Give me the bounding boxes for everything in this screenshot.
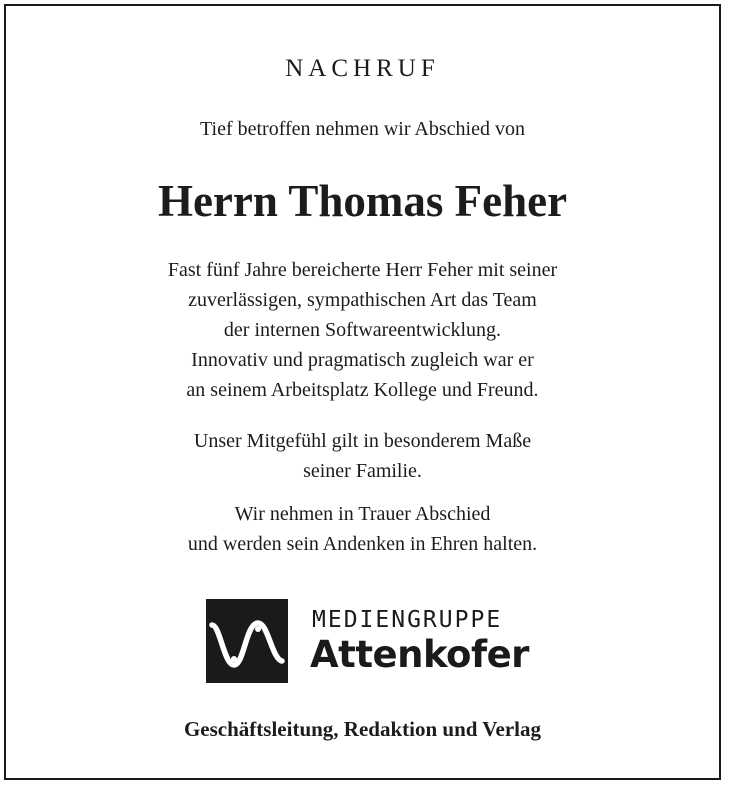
wave-icon [206,599,288,683]
tribute-line: Innovativ und pragmatisch zugleich war er [191,349,534,371]
logo-line1: MEDIENGRUPPE [312,607,503,633]
tribute-line: zuverlässigen, sympathischen Art das Team [188,289,537,311]
signature-line: Geschäftsleitung, Redaktion und Verlag [183,717,542,741]
obituary-notice [4,4,721,780]
deceased-name: Herrn Thomas Feher [157,176,568,226]
condolence-line: seiner Familie. [303,460,422,482]
condolence-line: Unser Mitgefühl gilt in besonderem Maße [193,430,532,452]
tribute-line: der internen Softwareentwicklung. [223,319,502,341]
farewell-line: und werden sein Andenken in Ehren halten. [187,533,538,555]
farewell-line: Wir nehmen in Trauer Abschied [234,503,491,525]
logo-line2: Attenkofer [310,633,529,676]
intro-text: Tief betroffen nehmen wir Abschied von [200,118,525,140]
condolence-paragraph [6,426,719,486]
tribute-line: an seinem Arbeitsplatz Kollege und Freund. [186,379,539,401]
tribute-paragraph [6,255,719,405]
tribute-line: Fast fünf Jahre bereicherte Herr Feher mit seiner [167,259,558,281]
notice-heading: NACHRUF [285,55,440,82]
company-logo [206,599,529,683]
farewell-paragraph [6,499,719,559]
